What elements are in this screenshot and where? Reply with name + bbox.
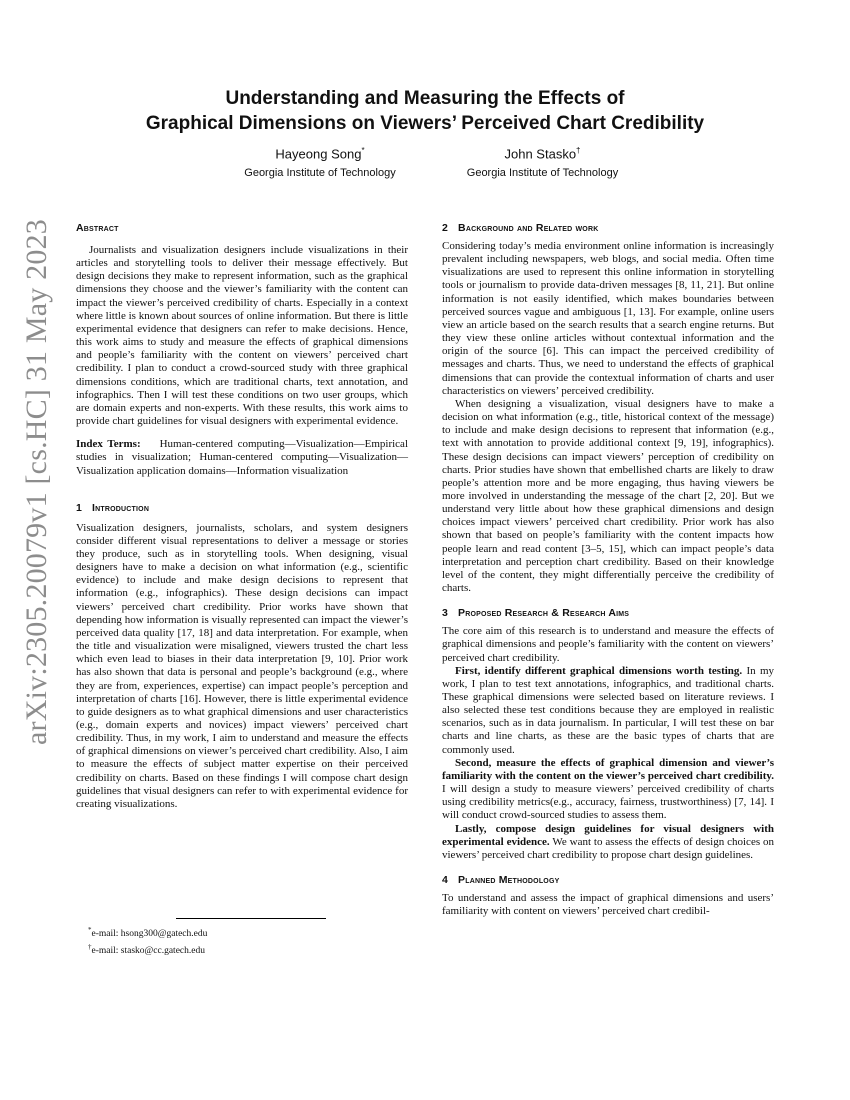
footnotes <box>88 924 207 958</box>
footnote-rule <box>176 918 326 919</box>
section-3-paragraph-4: Lastly, compose design guidelines for visual designers with experimental evidence. We want to assess the effects of design choices on viewers’ perceived chart credibility to propose chart design guidelines. <box>442 822 774 861</box>
abstract-heading: Abstract <box>76 222 119 234</box>
author-mark: * <box>361 146 365 155</box>
right-column <box>442 222 774 918</box>
author-mark: † <box>576 146 581 155</box>
section-3-paragraph-2: First, identify different graphical dimensions worth testing. In my work, I plan to test text annotations, infographics, and traditional charts. These graphical dimensions were selected based on literature reviews. I also selected these test conditions because they are employed in realistic scenarios, such as in data journalism. In particular, I will test these on bar charts and line charts, as these are the basic types of charts that are commonly used. <box>442 664 774 756</box>
author-1 <box>225 146 415 179</box>
section-1-paragraph: Visualization designers, journalists, scholars, and system designers consider different visual representations to deliver a message or stories they produce, such as in storytelling tools. When designing, visual designers have to make a decision on what information (e.g., scientific evidence) to include and make design decisions to represent that information (e.g., infographics). These design decisions can impact viewers’ perceived chart credibility. Prior works have shown that depending how information is visually represented can impact the viewer’s perceived data quality [17, 18] and data interpretation. For example, when the title and visualization were misaligned, viewers trusted the chart less which even lead to biases in their data interpretation [9, 10]. Prior work has also shown that data is personal and people’s background (e.g., where they are from, experiences, expertise) can impact people’s perception and interpretation of charts [16]. However, there is little experimental evidence to guide designers as to what graphical dimensions and user characteristics (e.g., domain experts and novices) impact viewers’ perceived chart credibility. Thus, in my work, I aim to understand and measure the effects of graphical dimensions on viewer’s perceived chart credibility. Also, I aim to measure the effects of subject matter expertise on their perceived credibility on charts. Based on these findings I will compose chart design guidelines that visual designers can refer to with experimental evidence for creating visualizations. <box>76 521 408 810</box>
abstract-text: Journalists and visualization designers include visualizations in their articles and storytelling tools to deliver their message effectively. But design decisions they make to represent information, such as the graphical dimensions they choose and the viewer’s familiarity with the content can impact the viewer’s perceived credibility of charts. Especially in a context where little is known about sources of online information. But there is little experimental evidence that designers can refer to make decisions. Hence, this work aims to study and measure the effects of graphical dimensions and people’s familiarity with the content on viewers’ perceived chart credibility. I plan to conduct a crowd-sourced study with three graphical dimensions conditions, which are traditional charts, text annotation, and infographics. Then I will test these conditions on two user groups, which are domain experts and non-experts. With these results, this work aims to provide chart guidelines for visual designers with experimental evidence. <box>76 244 408 428</box>
title-line-2: Graphical Dimensions on Viewers’ Perceived Chart Credibility <box>145 113 705 134</box>
arxiv-stamp: arXiv:2305.20079v1 [cs.HC] 31 May 2023 <box>20 219 53 745</box>
section-4-heading: 4 Planned Methodology <box>442 874 560 887</box>
author-affiliation: Georgia Institute of Technology <box>244 167 396 180</box>
section-1-heading: 1 Introduction <box>76 501 150 514</box>
section-4-paragraph-1: To understand and assess the impact of graphical dimensions and users’ familiarity with content on viewers’ perceived chart credibil- <box>442 892 774 918</box>
section-2-paragraph-2: When designing a visualization, visual designers have to make a decision on what information (e.g., title, historical context of the message) to include and make design decisions to represent that information (e.g., text with annotation to provide additional context [9, 19], infographics). These design decisions can impact viewers’ perception of credibility on charts. Prior studies have shown that embellished charts are likely to draw people’s attention more and be more engaging, thus having viewers be more involved in understanding the message of the chart [2, 20]. But we understand very little about how these graphical dimensions and design choices impact viewers’ perceived chart credibility. Prior work has also shown that based on people’s familiarity with the content impacts how people learn and read content [3–5, 15], which can impact people’s data interpretation and perception chart credibility. Based on their knowledge level of the content, they might differentially perceive the credibility of charts. <box>442 397 774 595</box>
footnote-2: †e-mail: stasko@cc.gatech.edu <box>88 943 205 957</box>
section-3-paragraph-3: Second, measure the effects of graphical dimension and viewer’s familiarity with the content on the viewer’s perceived chart credibility. I will design a study to measure viewers’ perceived credibility of charts using credibility metrics(e.g., accuracy, fairness, trustworthiness) [7, 14]. I will conduct crowd-sourced studies to assess them. <box>442 756 774 822</box>
section-2-paragraph-1: Considering today’s media environment online information is increasingly prevalent including newspapers, web blogs, and social media. Often time visualizations are used to represent this online information in storytelling tools or journalism to provide data-driven messages [8, 11, 21]. But online information is not easily identified, which makes boundaries between perceived sources vague and ambiguous [1, 13]. For example, online users view an article based on the search results that a search engine returns. But they view these online articles without contextual information and the origin of the source [6]. This can impact the perceived credibility of messages and charts. Thus, we need to understand the effects of graphical dimensions that can provide the contextual information of charts and user characteristics on viewers’ perceived credibility. <box>442 240 774 397</box>
index-terms-label: Index Terms: <box>76 438 141 451</box>
index-terms-text: Human-centered computing—Visualization—Empirical studies in visualization; Human-centered computing—Visualization—Visualization application domains—Information visualization <box>76 438 408 477</box>
title-line-1: Understanding and Measuring the Effects of <box>225 88 625 109</box>
author-2 <box>440 146 645 179</box>
author-name: Hayeong Song <box>275 146 362 162</box>
paper-title <box>80 86 770 136</box>
footnote-1: *e-mail: hsong300@gatech.edu <box>88 926 208 940</box>
section-3-paragraph-1: The core aim of this research is to understand and measure the effects of graphical dimensions and people’s familiarity with the content on viewers’ perceived chart credibility. <box>442 625 774 664</box>
index-terms <box>76 438 408 477</box>
section-3-heading: 3 Proposed Research & Research Aims <box>442 607 630 620</box>
author-name: John Stasko <box>504 146 577 162</box>
section-2-heading: 2 Background and Related work <box>442 222 599 234</box>
author-affiliation: Georgia Institute of Technology <box>466 167 619 180</box>
left-column <box>76 222 408 811</box>
